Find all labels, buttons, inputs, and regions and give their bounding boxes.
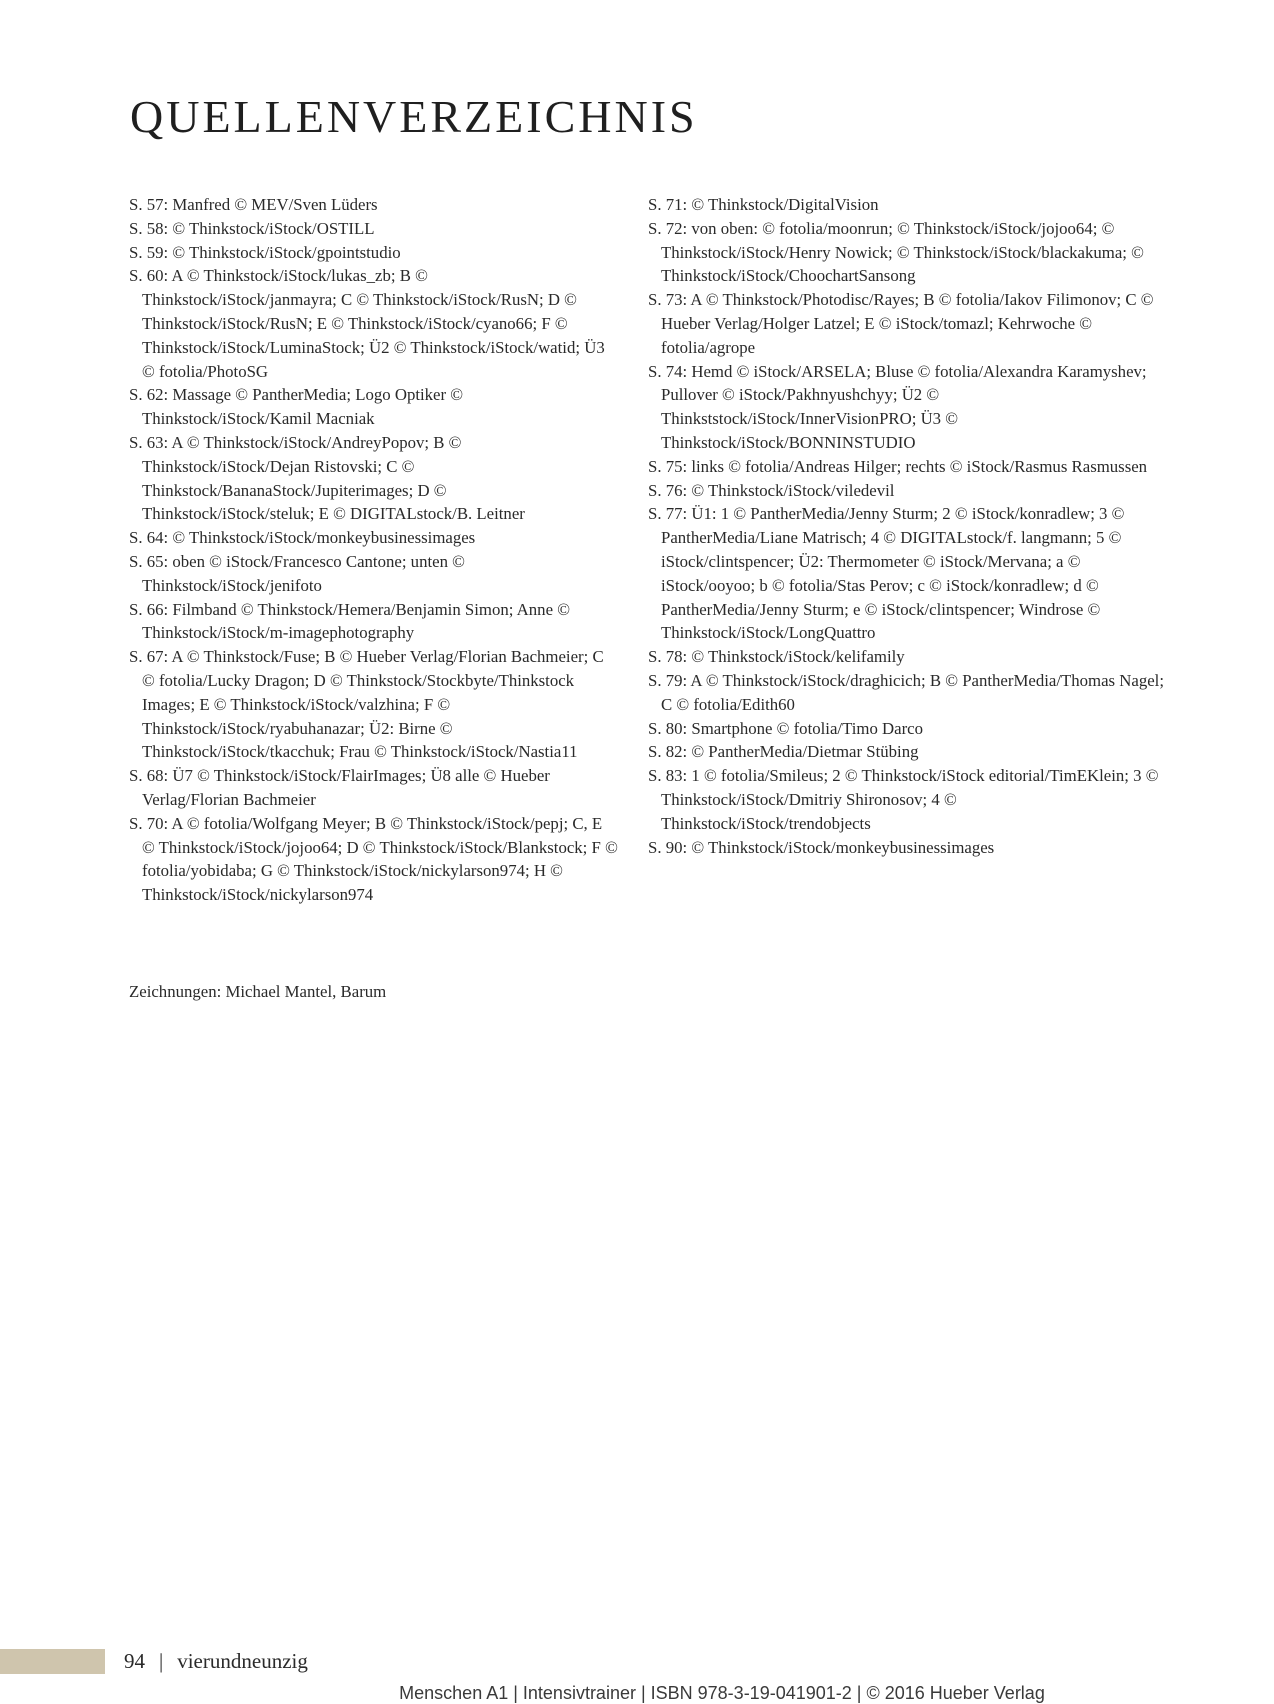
source-entry: S. 64: © Thinkstock/iStock/monkeybusinessimages bbox=[129, 528, 476, 548]
source-entry: S. 68: Ü7 © Thinkstock/iStock/FlairImages; Ü8 alle © Hueber Verlag/Florian Bachmeier bbox=[129, 766, 550, 809]
source-entry: S. 78: © Thinkstock/iStock/kelifamily bbox=[648, 647, 905, 667]
source-entry: S. 72: von oben: © fotolia/moonrun; © Thinkstock/iStock/jojoo64; © Thinkstock/iStock/Henry Nowick; © Thinkstock/iStock/blackakuma; © Thinkstock/iStock/ChoochartSansong bbox=[648, 218, 1144, 286]
source-entry: S. 58: © Thinkstock/iStock/OSTILL bbox=[129, 218, 375, 238]
page-separator: | bbox=[159, 1649, 164, 1673]
source-entry: S. 76: © Thinkstock/iStock/viledevil bbox=[648, 480, 895, 500]
source-entry: S. 73: A © Thinkstock/Photodisc/Rayes; B © fotolia/Iakov Filimonov; C © Hueber Verlag/Holger Latzel; E © iStock/tomazl; Kehrwoche © fotolia/agrope bbox=[648, 290, 1154, 357]
drawings-credit: Zeichnungen: Michael Mantel, Barum bbox=[129, 982, 387, 1001]
sources-column-left bbox=[129, 193, 619, 907]
source-entry: S. 80: Smartphone © fotolia/Timo Darco bbox=[648, 718, 924, 738]
source-entry: S. 63: A © Thinkstock/iStock/AndreyPopov; B © Thinkstock/iStock/Dejan Ristovski; C © Thinkstock/BananaStock/Jupiterimages; D © Thinkstock/iStock/steluk; E © DIGITALstock/B. Leitner bbox=[129, 432, 525, 524]
source-entry: S. 74: Hemd © iStock/ARSELA; Bluse © fotolia/Alexandra Karamyshev; Pullover © iStock/Pakhnyushchyy; Ü2 © Thinkststock/iStock/InnerVisionPRO; Ü3 © Thinkstock/iStock/BONNINSTUDIO bbox=[648, 361, 1147, 452]
source-entry: S. 75: links © fotolia/Andreas Hilger; rechts © iStock/Rasmus Rasmussen bbox=[648, 456, 1148, 476]
source-entry: S. 65: oben © iStock/Francesco Cantone; unten © Thinkstock/iStock/jenifoto bbox=[129, 551, 465, 595]
book-footer: Menschen A1 | Intensivtrainer | ISBN 978-3-19-041901-2 | © 2016 Hueber Verlag bbox=[399, 1683, 1045, 1703]
source-entry: S. 79: A © Thinkstock/iStock/draghicich; B © PantherMedia/Thomas Nagel; C © fotolia/Edith60 bbox=[648, 670, 1164, 714]
sources-column-right bbox=[648, 193, 1168, 859]
source-entry: S. 57: Manfred © MEV/Sven Lüders bbox=[129, 195, 378, 214]
source-entry: S. 59: © Thinkstock/iStock/gpointstudio bbox=[129, 242, 401, 262]
source-entry: S. 60: A © Thinkstock/iStock/lukas_zb; B © Thinkstock/iStock/janmayra; C © Thinkstock/iStock/RusN; D © Thinkstock/iStock/RusN; E © Thinkstock/iStock/cyano66; F © Thinkstock/iStock/LuminaStock; Ü2 © Thinkstock/iStock/watid; Ü3 © fotolia/PhotoSG bbox=[129, 266, 605, 381]
source-entry: S. 82: © PantherMedia/Dietmar Stübing bbox=[648, 742, 919, 762]
source-entry: S. 70: A © fotolia/Wolfgang Meyer; B © Thinkstock/iStock/pepj; C, E © Thinkstock/iStock/jojoo64; D © Thinkstock/iStock/Blankstock; F © fotolia/yobidaba; G © Thinkstock/iStock/nickylarson974; H © Thinkstock/iStock/nickylarson974 bbox=[129, 813, 618, 905]
source-entry: S. 90: © Thinkstock/iStock/monkeybusinessimages bbox=[648, 837, 995, 857]
page-number: 94 bbox=[124, 1649, 145, 1673]
source-entry: S. 83: 1 © fotolia/Smileus; 2 © Thinkstock/iStock editorial/TimEKlein; 3 © Thinkstock/iStock/Dmitriy Shironosov; 4 © Thinkstock/iStock/trendobjects bbox=[648, 766, 1159, 833]
source-entry: S. 77: Ü1: 1 © PantherMedia/Jenny Sturm; 2 © iStock/konradlew; 3 © PantherMedia/Liane Matrisch; 4 © DIGITALstock/f. langmann; 5 © iStock/clintspencer; Ü2: Thermometer © iStock/Mervana; a © iStock/ooyoo; b © fotolia/Stas Perov; c © iStock/konradlew; d © PantherMedia/Jenny Sturm; e © iStock/clintspencer; Windrose © Thinkstock/iStock/LongQuattro bbox=[648, 504, 1125, 643]
source-entry: S. 67: A © Thinkstock/Fuse; B © Hueber Verlag/Florian Bachmeier; C © fotolia/Lucky Dragon; D © Thinkstock/Stockbyte/Thinkstock Images; E © Thinkstock/iStock/valzhina; F © Thinkstock/iStock/ryabuhanazar; Ü2: Birne © Thinkstock/iStock/tkacchuk; Frau © Thinkstock/iStock/Nastia11 bbox=[129, 647, 604, 762]
page-number-word: vierundneunzig bbox=[177, 1649, 308, 1673]
page-title: QUELLENVERZEICHNIS bbox=[130, 91, 698, 142]
page-accent-bar bbox=[0, 1649, 105, 1674]
page-number-line bbox=[124, 1649, 308, 1674]
source-entry: S. 71: © Thinkstock/DigitalVision bbox=[648, 195, 879, 214]
source-entry: S. 62: Massage © PantherMedia; Logo Optiker © Thinkstock/iStock/Kamil Macniak bbox=[129, 385, 464, 429]
source-entry: S. 66: Filmband © Thinkstock/Hemera/Benjamin Simon; Anne © Thinkstock/iStock/m-imagephotography bbox=[129, 599, 570, 643]
